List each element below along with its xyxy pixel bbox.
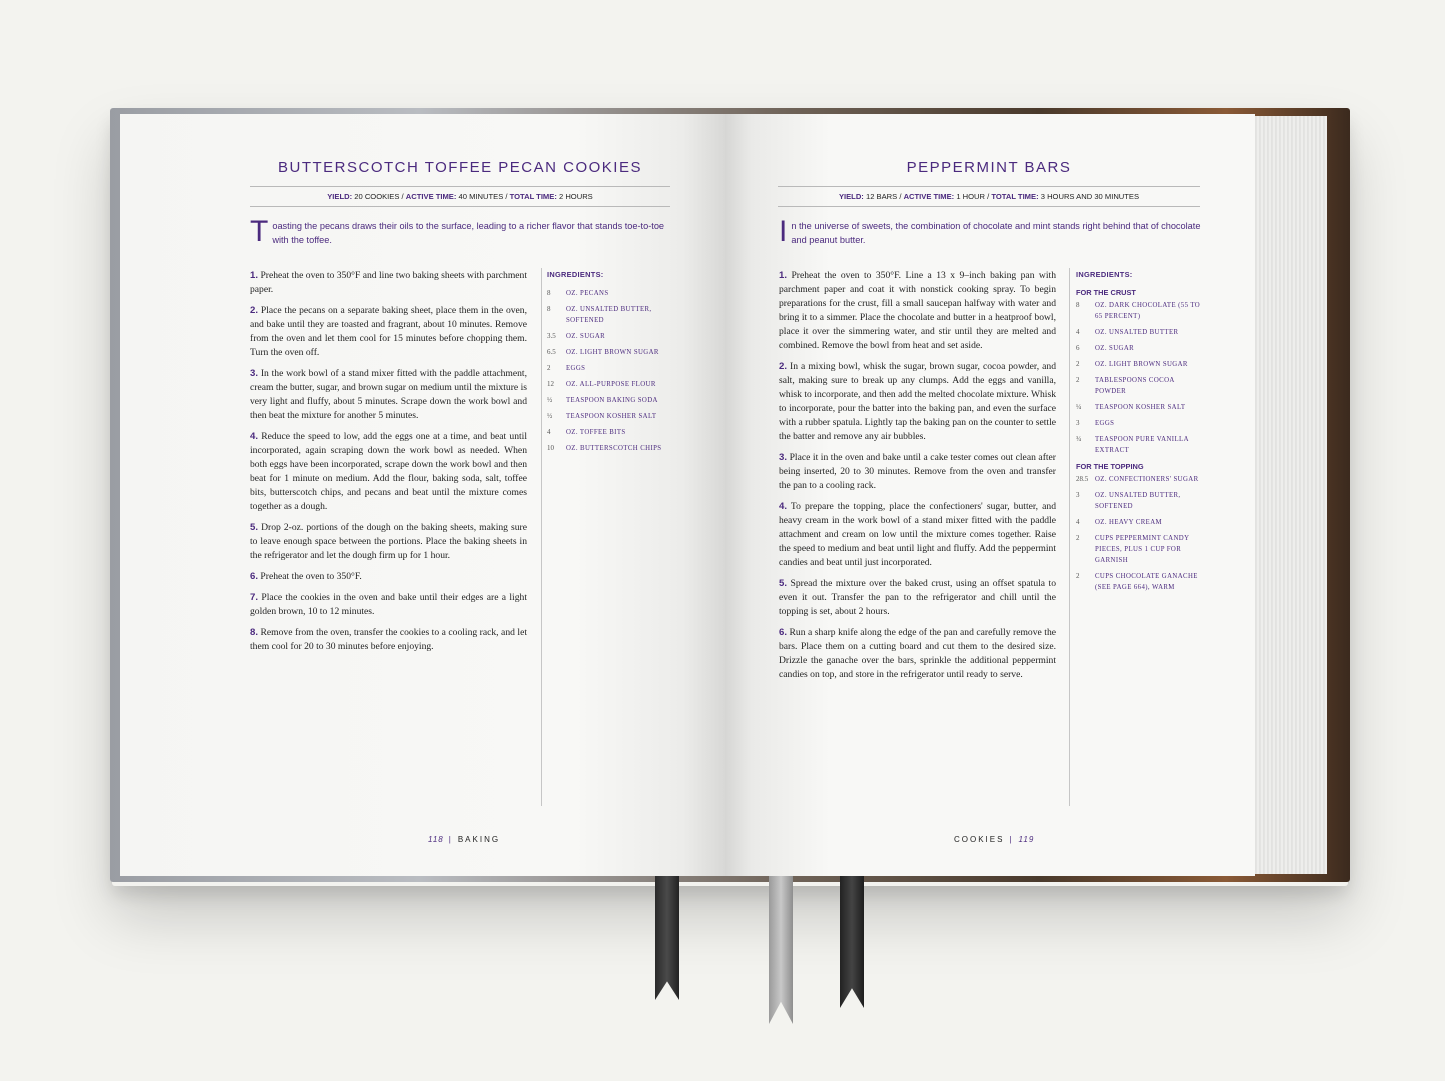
ingredient-name: EGGS (1095, 420, 1115, 427)
left-dropcap: T (250, 215, 269, 248)
step-number: 6. (779, 627, 788, 638)
ingredient-row (547, 331, 673, 342)
right-title-rule (778, 186, 1200, 187)
section-name: COOKIES (954, 835, 1005, 844)
ingredient-qty: ¼ (1076, 403, 1082, 411)
ingredient-name: OZ. SUGAR (1095, 345, 1135, 352)
left-yield-rule (250, 206, 670, 207)
recipe-step (250, 570, 527, 584)
section-name: BAKING (457, 835, 501, 844)
ingredient-qty: 4 (1076, 518, 1080, 526)
recipe-step (779, 451, 1056, 493)
step-text: Preheat the oven to 350°F. (260, 571, 362, 582)
page-number: 119 (1018, 835, 1035, 844)
recipe-step (779, 360, 1056, 444)
ingredient-list (547, 288, 673, 454)
step-number: 3. (250, 368, 259, 379)
ingredient-qty: 4 (1076, 328, 1080, 336)
step-number: 5. (779, 578, 788, 589)
step-number: 3. (779, 452, 788, 463)
step-text: In a mixing bowl, whisk the sugar, brown sugar, cocoa powder, and salt, making sure to break up any clumps. Add the eggs and vanilla, whisk to incorporate, and then add the melted chocolate mixture. Whisk to incorporate, pour the batter into the baking pan, and even the surface with a rubber spatula. Lightly tap the baking pan on the counter to settle the batter and remove any air bubbles. (779, 361, 1057, 442)
right-yield-line: YIELD: 12 BARS / ACTIVE TIME: 1 HOUR / TOTAL TIME: 3 HOURS AND 30 MINUTES (838, 192, 1140, 201)
ingredient-row (1076, 533, 1202, 566)
ingredient-row (1076, 418, 1202, 429)
ingredient-name: OZ. CONFECTIONERS' SUGAR (1095, 476, 1199, 483)
ingredient-row (1076, 343, 1202, 354)
left-ingredients (547, 270, 673, 459)
step-number: 2. (250, 305, 259, 316)
ingredient-qty: 2 (1076, 376, 1080, 384)
ingredient-name: OZ. UNSALTED BUTTER (1095, 329, 1179, 336)
ingredient-qty: 8 (1076, 301, 1080, 309)
ingredient-row (1076, 402, 1202, 413)
bookmark-ribbon (655, 876, 679, 1000)
step-text: Place it in the oven and bake until a cake tester comes out clean after being inserted, 20 to 30 minutes. Remove from the oven and transfer the pan to a cooling rack. (779, 452, 1057, 491)
ingredient-row (1076, 375, 1202, 397)
bookmark-ribbon (840, 876, 864, 1008)
topping-heading: FOR THE TOPPING (1076, 462, 1144, 471)
step-text: Preheat the oven to 350°F and line two baking sheets with parchment paper. (250, 270, 527, 295)
ingredient-name: OZ. UNSALTED BUTTER, SOFTENED (1095, 492, 1181, 510)
crust-ingredient-list (1076, 300, 1202, 456)
ingredient-name: OZ. SUGAR (566, 333, 606, 340)
left-yield-line: YIELD: 20 COOKIES / ACTIVE TIME: 40 MINUTES / TOTAL TIME: 2 HOURS (327, 192, 593, 201)
ingredient-row (1076, 490, 1202, 512)
recipe-step (250, 591, 527, 619)
right-yield-rule (778, 206, 1200, 207)
step-number: 4. (779, 501, 788, 512)
ingredient-qty: 28.5 (1076, 475, 1089, 483)
recipe-step (779, 269, 1056, 353)
right-ingredients (1076, 270, 1202, 598)
right-folio: COOKIES | 119 (954, 835, 1035, 844)
recipe-step (779, 577, 1056, 619)
ingredient-name: CUPS PEPPERMINT CANDY PIECES, PLUS 1 CUP FOR GARNISH (1095, 535, 1190, 564)
page-edges (1252, 116, 1327, 874)
ingredient-row (547, 411, 673, 422)
step-text: Reduce the speed to low, add the eggs one at a time, and beat until incorporated, again scraping down the work bowl as needed. When both eggs have been incorporated, scrape down the work bowl and then beat for 1 minute on medium. Add the flour, baking soda, salt, toffee bits, butterscotch chips, and pecans and beat until the mixture comes together as a dough. (250, 431, 527, 512)
ingredient-qty: ½ (547, 412, 553, 420)
step-number: 4. (250, 431, 259, 442)
ingredient-qty: 2 (547, 364, 551, 372)
ingredient-name: OZ. LIGHT BROWN SUGAR (1095, 361, 1188, 368)
ingredient-row (547, 347, 673, 358)
recipe-step (250, 269, 527, 297)
recipe-step (250, 521, 527, 563)
ingredient-row (1076, 327, 1202, 338)
right-dropcap: I (779, 215, 788, 248)
step-number: 8. (250, 627, 259, 638)
ingredients-heading: INGREDIENTS: (1076, 270, 1133, 279)
left-intro: T oasting the pecans draws their oils to the surface, leading to a richer flavor that stands toe-to-toe with the toffee. (250, 215, 665, 248)
ingredient-qty: 2 (1076, 360, 1080, 368)
ingredient-qty: 10 (547, 444, 554, 452)
ingredient-row (1076, 571, 1202, 593)
ingredient-name: OZ. LIGHT BROWN SUGAR (566, 349, 659, 356)
ingredient-row (1076, 474, 1202, 485)
ingredient-qty: ½ (547, 396, 553, 404)
left-steps (250, 269, 527, 661)
ingredient-qty: 8 (547, 289, 551, 297)
left-column-divider (541, 268, 542, 806)
ingredient-name: OZ. UNSALTED BUTTER, SOFTENED (566, 306, 652, 324)
ingredient-row (1076, 300, 1202, 322)
ingredient-row (547, 363, 673, 374)
step-text: Spread the mixture over the baked crust, using an offset spatula to even it out. Transfer the pan to the refrigerator and chill until the topping is set, about 2 hours. (779, 578, 1056, 617)
step-text: In the work bowl of a stand mixer fitted with the paddle attachment, cream the butter, sugar, and brown sugar on medium until the mixture is very light and fluffy, about 5 minutes. Scrape down the work bowl and then beat the mixture for another 5 minutes. (250, 368, 528, 421)
step-number: 2. (779, 361, 788, 372)
page-number: 118 (428, 835, 444, 844)
ingredient-row (547, 379, 673, 390)
ingredient-qty: 2 (1076, 572, 1080, 580)
ingredient-qty: 12 (547, 380, 554, 388)
crust-heading: FOR THE CRUST (1076, 288, 1136, 297)
recipe-step (250, 304, 527, 360)
ingredient-qty: 3 (1076, 419, 1080, 427)
left-recipe-title: BUTTERSCOTCH TOFFEE PECAN COOKIES (278, 159, 642, 176)
ingredient-qty: 3 (1076, 491, 1080, 499)
step-text: Place the pecans on a separate baking sheet, place them in the oven, and bake until they are toasted and fragrant, about 10 minutes. Remove from the oven and let them cool for 15 minutes before chopping them. Turn the oven off. (250, 305, 527, 358)
ingredient-name: TEASPOON KOSHER SALT (1095, 404, 1186, 411)
ingredient-name: OZ. DARK CHOCOLATE (55 TO 65 PERCENT) (1095, 302, 1201, 320)
ingredient-row (1076, 434, 1202, 456)
ingredient-name: OZ. TOFFEE BITS (566, 429, 626, 436)
step-text: Run a sharp knife along the edge of the pan and carefully remove the bars. Place them on a cutting board and cut them to the desired size. Drizzle the ganache over the bars, sprinkle the additional peppermint candies on top, and store in the refrigerator until ready to serve. (779, 627, 1056, 680)
ingredients-heading: INGREDIENTS: (547, 270, 604, 279)
left-title-rule (250, 186, 670, 187)
right-intro: I n the universe of sweets, the combination of chocolate and mint stands right behind that of chocolate and peanut butter. (779, 215, 1201, 248)
ingredient-qty: ¾ (1076, 435, 1082, 443)
recipe-step (250, 430, 527, 514)
right-recipe-title: PEPPERMINT BARS (906, 159, 1072, 176)
step-text: Place the cookies in the oven and bake until their edges are a light golden brown, 10 to 12 minutes. (250, 592, 527, 617)
ingredient-row (1076, 517, 1202, 528)
ingredient-qty: 3.5 (547, 332, 556, 340)
step-number: 6. (250, 571, 259, 582)
ingredient-name: TEASPOON PURE VANILLA EXTRACT (1095, 436, 1189, 454)
step-text: Remove from the oven, transfer the cookies to a cooling rack, and let them cool for 20 to 30 minutes before enjoying. (250, 627, 527, 652)
step-number: 1. (250, 270, 259, 281)
step-text: Drop 2-oz. portions of the dough on the baking sheets, making sure to leave enough space between the portions. Place the baking sheets in the refrigerator and let the dough firm up for 1 hour. (250, 522, 527, 561)
topping-ingredient-list (1076, 474, 1202, 593)
ingredient-name: OZ. BUTTERSCOTCH CHIPS (566, 445, 662, 452)
ingredient-name: EGGS (566, 365, 586, 372)
ingredient-qty: 2 (1076, 534, 1080, 542)
recipe-step (779, 500, 1056, 570)
step-text: To prepare the topping, place the confectioners' sugar, butter, and heavy cream in the work bowl of a stand mixer fitted with the paddle attachment and cream on low until the mixture comes together. Raise the speed to medium and beat until light and fluffy. Add the peppermint candies and beat until just incorporated. (779, 501, 1056, 568)
ingredient-name: TEASPOON BAKING SODA (566, 397, 658, 404)
ingredient-row (547, 395, 673, 406)
recipe-step (250, 367, 527, 423)
bookmark-ribbon (769, 876, 793, 1024)
step-number: 1. (779, 270, 788, 281)
ingredient-name: OZ. HEAVY CREAM (1095, 519, 1162, 526)
ingredient-row (1076, 359, 1202, 370)
ingredient-name: TEASPOON KOSHER SALT (566, 413, 657, 420)
step-text: Preheat the oven to 350°F. Line a 13 x 9–inch baking pan with parchment paper and coat it with nonstick cooking spray. To begin preparations for the crust, fill a small saucepan halfway with water and bring it to a simmer. Place the chocolate and butter in a heatproof bowl, place it over the simmering water, and stir until they are melted and combined. Remove the bowl from heat and set aside. (779, 270, 1056, 351)
right-column-divider (1069, 268, 1070, 806)
ingredient-name: OZ. ALL-PURPOSE FLOUR (566, 381, 656, 388)
right-steps (779, 269, 1056, 689)
recipe-step (779, 626, 1056, 682)
ingredient-qty: 4 (547, 428, 551, 436)
ingredient-row (547, 427, 673, 438)
ingredient-row (547, 304, 673, 326)
ingredient-name: OZ. PECANS (566, 290, 609, 297)
ingredient-qty: 8 (547, 305, 551, 313)
ingredient-qty: 6.5 (547, 348, 556, 356)
ingredient-name: TABLESPOONS COCOA POWDER (1095, 377, 1175, 395)
ingredient-row (547, 288, 673, 299)
step-number: 7. (250, 592, 259, 603)
ingredient-qty: 6 (1076, 344, 1080, 352)
ingredient-row (547, 443, 673, 454)
step-number: 5. (250, 522, 259, 533)
ingredient-name: CUPS CHOCOLATE GANACHE (SEE PAGE 664), WARM (1095, 573, 1198, 591)
left-folio: 118 | BAKING (428, 835, 501, 844)
recipe-step (250, 626, 527, 654)
